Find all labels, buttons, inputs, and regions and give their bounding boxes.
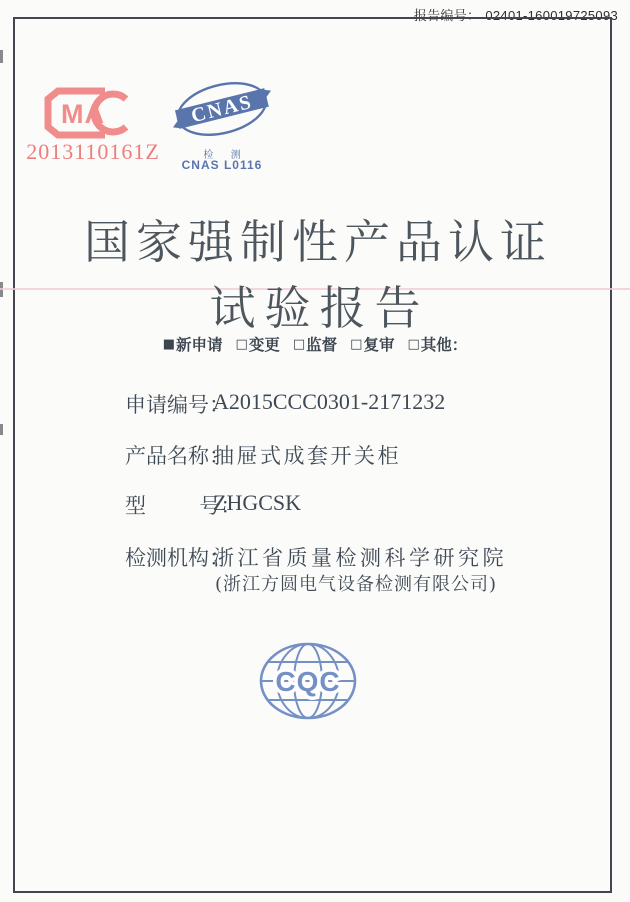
cma-logo-icon [42,85,136,141]
cnas-logo [171,74,273,146]
scan-edge-mark [0,50,3,63]
checkbox-label: 监督 [306,335,338,354]
document-title-line2: 试验报告 [209,281,430,335]
field-value: A2015CCC0301-2171232 [213,389,446,414]
checkbox-change[interactable] [236,333,280,355]
checkbox-other[interactable] [407,333,467,355]
checkbox-label: 新申请 [176,335,223,354]
field-label: 检测机构： [125,546,230,570]
report-number-label: 报告编号： [413,8,481,23]
cnas-letters: CNAS [189,90,255,128]
field-value: ZHGCSK [213,490,302,515]
checkbox-unchecked-icon: □ [292,336,306,352]
checkbox-unchecked-icon: □ [235,336,248,352]
checkbox-checked-icon: ■ [162,336,176,352]
checkbox-unchecked-icon: □ [350,336,363,352]
cnas-inspection-label: 检 测 [203,150,248,161]
cma-letters: MA [61,99,105,129]
cqc-letters: CQC [275,666,341,697]
field-label: 产品名称： [125,444,230,468]
cnas-logo-icon [171,74,273,146]
checkbox-review[interactable] [350,333,394,355]
checkbox-label: 复审 [363,335,395,354]
checkbox-supervision[interactable] [293,333,337,355]
checkbox-new-application[interactable] [163,333,223,355]
application-type-row [0,333,630,355]
cma-logo [42,85,136,141]
report-number-value: 02401-160019725093 [485,8,618,23]
field-label: 型 号： [125,494,242,518]
document-title-line1: 国家强制性产品认证 [84,215,552,269]
cqc-logo-icon [258,641,358,721]
cnas-accreditation-number: CNAS L0116 [181,158,263,172]
field-value-secondary: (浙江方圆电气设备检测有限公司) [215,574,498,595]
field-label: 申请编号： [125,393,230,417]
checkbox-label: 变更 [248,335,280,354]
scan-edge-mark [0,424,3,435]
field-value: 抽屉式成套开关柜 [213,444,401,468]
checkbox-label: 其他： [420,335,468,354]
field-value: 浙江省质量检测科学研究院 [213,546,507,570]
cqc-logo [258,641,358,721]
cma-cert-number: 2013110161Z [26,139,160,164]
checkbox-unchecked-icon: □ [407,336,420,352]
